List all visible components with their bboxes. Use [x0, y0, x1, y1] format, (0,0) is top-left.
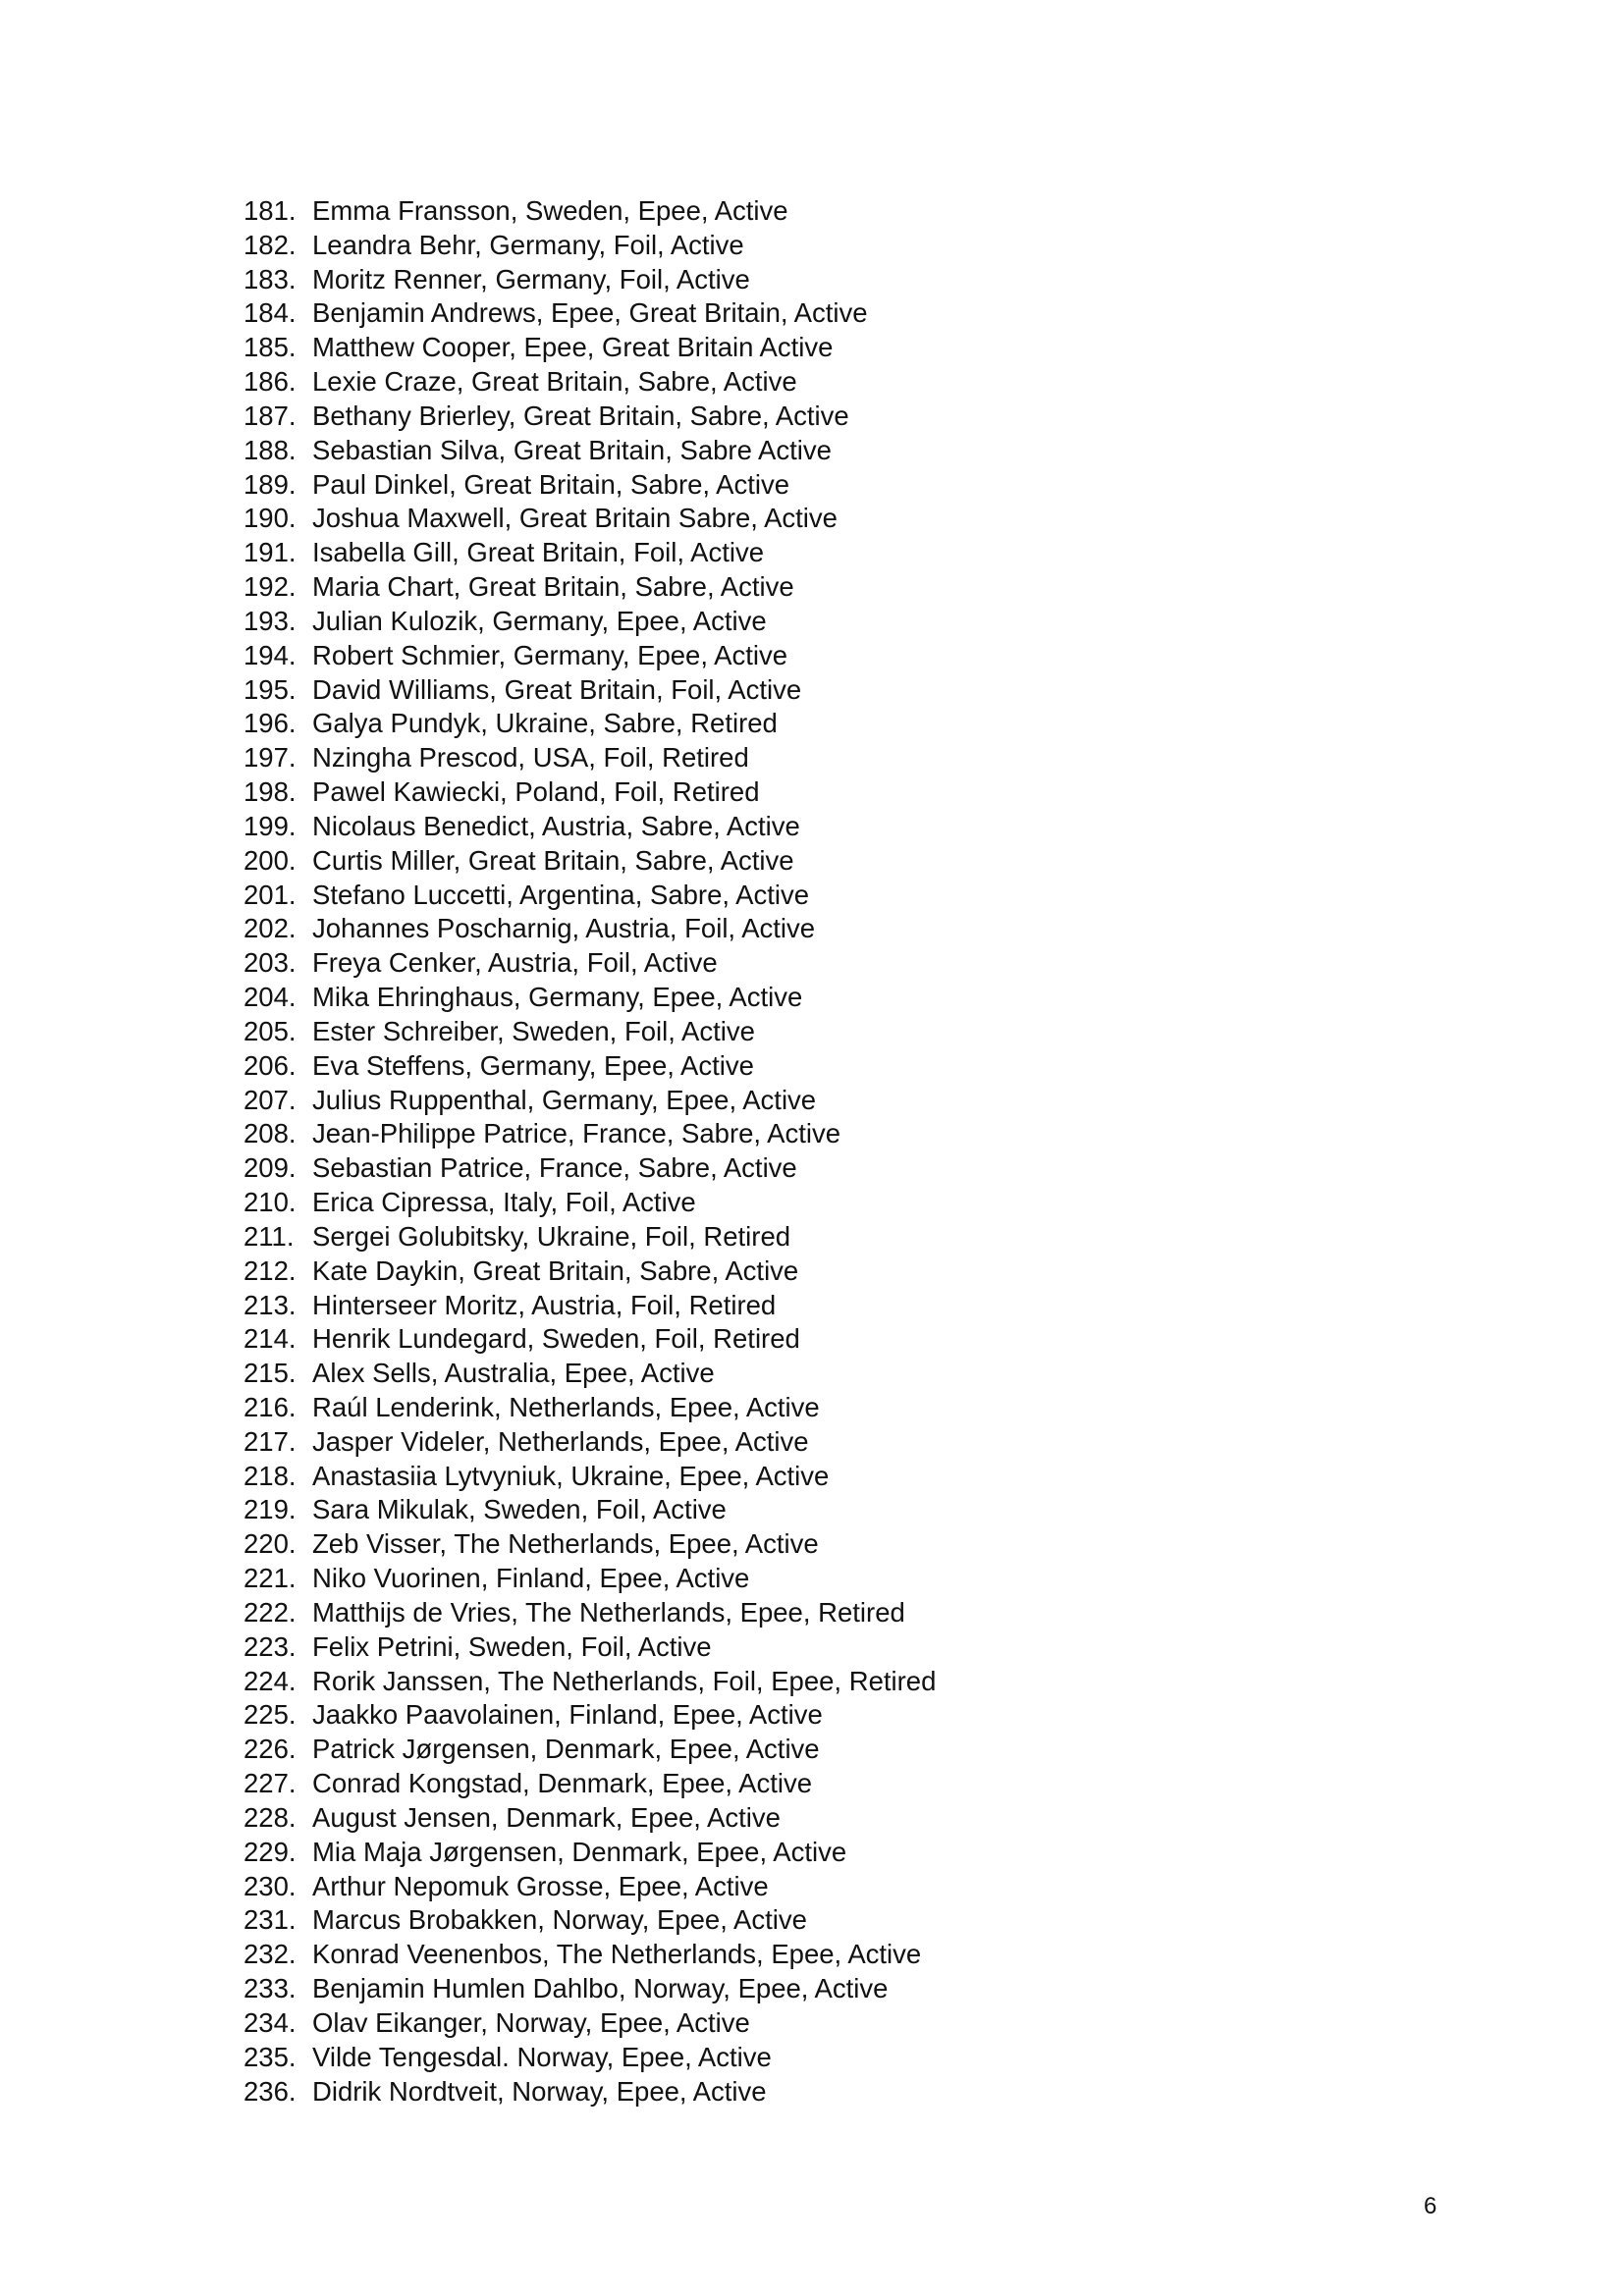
list-item: [244, 229, 936, 263]
list-item: [244, 1630, 936, 1665]
list-item-text: Julian Kulozik, Germany, Epee, Active: [312, 605, 767, 636]
list-item-text: Olav Eikanger, Norway, Epee, Active: [312, 2006, 750, 2038]
list-item-number: 181.: [244, 195, 297, 226]
list-item: [244, 434, 936, 468]
page-number: 6: [1424, 2193, 1437, 2219]
list-item-number: 185.: [244, 332, 297, 363]
list-item-number: 233.: [244, 1973, 297, 2004]
list-item: [244, 1084, 936, 1118]
list-item: [244, 1186, 936, 1220]
list-item-text: Paul Dinkel, Great Britain, Sabre, Active: [312, 468, 790, 500]
list-item-text: Moritz Renner, Germany, Foil, Active: [312, 263, 750, 294]
list-item: [244, 331, 936, 365]
list-item: [244, 1117, 936, 1151]
list-item: [244, 1425, 936, 1460]
list-item-text: Lexie Craze, Great Britain, Sabre, Active: [312, 366, 797, 398]
list-item: [244, 775, 936, 810]
list-item: [244, 2041, 936, 2075]
list-item-number: 232.: [244, 1939, 297, 1970]
list-item-number: 225.: [244, 1699, 297, 1731]
list-item: [244, 1391, 936, 1425]
list-item-number: 215.: [244, 1358, 297, 1389]
list-item-text: Mia Maja Jørgensen, Denmark, Epee, Active: [312, 1836, 847, 1867]
list-item-text: Vilde Tengesdal. Norway, Epee, Active: [312, 2041, 772, 2072]
list-item-number: 194.: [244, 639, 297, 670]
list-item: [244, 1698, 936, 1733]
list-item: [244, 1596, 936, 1630]
list-item-text: Joshua Maxwell, Great Britain Sabre, Active: [312, 503, 838, 534]
list-item: [244, 639, 936, 673]
list-item-number: 186.: [244, 366, 297, 398]
list-item: [244, 1801, 936, 1836]
list-item-text: Zeb Visser, The Netherlands, Epee, Active: [312, 1528, 819, 1560]
list-item: [244, 502, 936, 536]
list-item: [244, 536, 936, 570]
list-item-text: Maria Chart, Great Britain, Sabre, Active: [312, 571, 794, 603]
list-item-number: 227.: [244, 1768, 297, 1799]
list-item-number: 228.: [244, 1801, 297, 1833]
list-item-text: Benjamin Humlen Dahlbo, Norway, Epee, Active: [312, 1973, 889, 2004]
list-item-text: Sebastian Silva, Great Britain, Sabre Active: [312, 434, 832, 465]
list-item: [244, 673, 936, 708]
list-item: [244, 2075, 936, 2109]
list-item-number: 224.: [244, 1665, 297, 1696]
list-item: [244, 879, 936, 913]
list-item: [244, 2006, 936, 2041]
list-item-number: 192.: [244, 571, 297, 603]
list-item: [244, 707, 936, 741]
list-item: [244, 1665, 936, 1699]
list-item-text: Henrik Lundegard, Sweden, Foil, Retired: [312, 1323, 800, 1355]
list-item-number: 189.: [244, 468, 297, 500]
list-item: [244, 1015, 936, 1049]
list-item-number: 205.: [244, 1015, 297, 1046]
list-item-number: 209.: [244, 1152, 297, 1184]
list-item-number: 218.: [244, 1460, 297, 1491]
list-item-number: 236.: [244, 2075, 297, 2107]
list-item-number: 229.: [244, 1836, 297, 1867]
list-item-number: 221.: [244, 1563, 297, 1594]
list-item-text: Matthijs de Vries, The Netherlands, Epee, Retired: [312, 1596, 905, 1628]
list-item-number: 187.: [244, 400, 297, 431]
list-item-text: Mika Ehringhaus, Germany, Epee, Active: [312, 982, 803, 1013]
list-item-text: Benjamin Andrews, Epee, Great Britain, Active: [312, 297, 868, 329]
list-item-number: 234.: [244, 2006, 297, 2038]
list-item: [244, 1938, 936, 1972]
list-item: [244, 1733, 936, 1767]
list-item-text: Sara Mikulak, Sweden, Foil, Active: [312, 1494, 727, 1525]
list-item-number: 202.: [244, 913, 297, 944]
list-item-text: Alex Sells, Australia, Epee, Active: [312, 1358, 715, 1389]
list-item-text: Raúl Lenderink, Netherlands, Epee, Active: [312, 1391, 820, 1422]
list-item-text: Sebastian Patrice, France, Sabre, Active: [312, 1152, 797, 1184]
list-item-text: Robert Schmier, Germany, Epee, Active: [312, 639, 788, 670]
list-item-text: Julius Ruppenthal, Germany, Epee, Active: [312, 1084, 817, 1115]
list-item: [244, 1460, 936, 1494]
list-item-number: 207.: [244, 1084, 297, 1115]
list-item: [244, 400, 936, 434]
list-item-number: 216.: [244, 1391, 297, 1422]
list-item-text: Jean-Philippe Patrice, France, Sabre, Active: [312, 1118, 841, 1149]
list-item-number: 217.: [244, 1425, 297, 1457]
list-item: [244, 1493, 936, 1527]
list-item: [244, 1836, 936, 1870]
list-item-text: Marcus Brobakken, Norway, Epee, Active: [312, 1904, 807, 1936]
list-item: [244, 741, 936, 775]
list-item: [244, 365, 936, 400]
list-item-text: Arthur Nepomuk Grosse, Epee, Active: [312, 1870, 769, 1901]
list-item-text: Hinterseer Moritz, Austria, Foil, Retired: [312, 1289, 777, 1320]
list-item-number: 222.: [244, 1596, 297, 1628]
list-item-text: Ester Schreiber, Sweden, Foil, Active: [312, 1015, 755, 1046]
list-item-number: 182.: [244, 229, 297, 260]
list-item-number: 212.: [244, 1255, 297, 1286]
list-item-number: 183.: [244, 263, 297, 294]
list-item-number: 230.: [244, 1870, 297, 1901]
list-item-number: 200.: [244, 844, 297, 876]
list-item-text: Konrad Veenenbos, The Netherlands, Epee, Active: [312, 1939, 922, 1970]
list-item-number: 219.: [244, 1494, 297, 1525]
list-item: [244, 1322, 936, 1357]
list-item-number: 199.: [244, 810, 297, 841]
list-item: [244, 468, 936, 503]
list-item-number: 231.: [244, 1904, 297, 1936]
list-item-number: 203.: [244, 947, 297, 979]
list-item: [244, 912, 936, 946]
list-item: [244, 810, 936, 844]
list-item-text: Matthew Cooper, Epee, Great Britain Active: [312, 332, 834, 363]
list-item-number: 197.: [244, 742, 297, 774]
list-item: [244, 1151, 936, 1186]
list-item: [244, 1767, 936, 1801]
list-item: [244, 1972, 936, 2006]
list-item-number: 226.: [244, 1734, 297, 1765]
list-item-number: 206.: [244, 1049, 297, 1081]
list-item-number: 223.: [244, 1630, 297, 1662]
list-item-number: 191.: [244, 537, 297, 568]
list-item-number: 188.: [244, 434, 297, 465]
list-item: [244, 981, 936, 1015]
list-item: [244, 605, 936, 639]
list-item: [244, 296, 936, 331]
list-item-number: 208.: [244, 1118, 297, 1149]
list-item-text: Bethany Brierley, Great Britain, Sabre, Active: [312, 400, 849, 431]
list-item-number: 184.: [244, 297, 297, 329]
list-item-number: 190.: [244, 503, 297, 534]
list-item-number: 235.: [244, 2041, 297, 2072]
list-item: [244, 946, 936, 981]
list-item-text: Nicolaus Benedict, Austria, Sabre, Active: [312, 810, 800, 841]
list-item: [244, 1220, 936, 1255]
list-item: [244, 1049, 936, 1084]
list-item-text: Eva Steffens, Germany, Epee, Active: [312, 1049, 754, 1081]
list-item-text: Sergei Golubitsky, Ukraine, Foil, Retired: [312, 1220, 791, 1252]
list-item-number: 213.: [244, 1289, 297, 1320]
list-item-number: 214.: [244, 1323, 297, 1355]
list-item-text: Jasper Videler, Netherlands, Epee, Active: [312, 1425, 809, 1457]
list-item-number: 210.: [244, 1187, 297, 1218]
list-item-text: Nzingha Prescod, USA, Foil, Retired: [312, 742, 749, 774]
list-item-number: 201.: [244, 879, 297, 910]
list-item-text: Leandra Behr, Germany, Foil, Active: [312, 229, 744, 260]
list-item: [244, 570, 936, 605]
list-item-text: Pawel Kawiecki, Poland, Foil, Retired: [312, 776, 760, 808]
list-item-number: 198.: [244, 776, 297, 808]
list-item: [244, 194, 936, 229]
list-item: [244, 1289, 936, 1323]
list-item: [244, 844, 936, 879]
list-item: [244, 1870, 936, 1904]
list-item-number: 220.: [244, 1528, 297, 1560]
list-item-text: Anastasiia Lytvyniuk, Ukraine, Epee, Active: [312, 1460, 830, 1491]
list-item-text: Johannes Poscharnig, Austria, Foil, Active: [312, 913, 816, 944]
list-item: [244, 1357, 936, 1391]
list-item-text: Didrik Nordtveit, Norway, Epee, Active: [312, 2075, 767, 2107]
list-item: [244, 1255, 936, 1289]
list-item-text: Felix Petrini, Sweden, Foil, Active: [312, 1630, 712, 1662]
list-item: [244, 1903, 936, 1938]
list-item-number: 193.: [244, 605, 297, 636]
list-item-text: August Jensen, Denmark, Epee, Active: [312, 1801, 781, 1833]
list-item-text: Jaakko Paavolainen, Finland, Epee, Active: [312, 1699, 823, 1731]
entry-list: [244, 194, 936, 2109]
list-item-text: Rorik Janssen, The Netherlands, Foil, Epee, Retired: [312, 1665, 937, 1696]
list-item-text: Stefano Luccetti, Argentina, Sabre, Active: [312, 879, 810, 910]
list-item-number: 196.: [244, 708, 297, 739]
list-item-text: Erica Cipressa, Italy, Foil, Active: [312, 1187, 696, 1218]
list-item-text: Niko Vuorinen, Finland, Epee, Active: [312, 1563, 750, 1594]
list-item: [244, 263, 936, 297]
list-item-text: Patrick Jørgensen, Denmark, Epee, Active: [312, 1734, 820, 1765]
list-item-text: Emma Fransson, Sweden, Epee, Active: [312, 195, 788, 226]
list-item-text: Isabella Gill, Great Britain, Foil, Active: [312, 537, 765, 568]
list-item-text: Galya Pundyk, Ukraine, Sabre, Retired: [312, 708, 778, 739]
list-item-number: 195.: [244, 673, 297, 705]
list-item-text: Curtis Miller, Great Britain, Sabre, Active: [312, 844, 794, 876]
list-item-text: Conrad Kongstad, Denmark, Epee, Active: [312, 1768, 813, 1799]
list-item-text: Kate Daykin, Great Britain, Sabre, Active: [312, 1255, 799, 1286]
list-item-number: 204.: [244, 982, 297, 1013]
list-item-number: 211.: [244, 1220, 295, 1252]
list-item-text: David Williams, Great Britain, Foil, Active: [312, 673, 802, 705]
list-item-text: Freya Cenker, Austria, Foil, Active: [312, 947, 718, 979]
list-item: [244, 1562, 936, 1596]
list-item: [244, 1527, 936, 1562]
